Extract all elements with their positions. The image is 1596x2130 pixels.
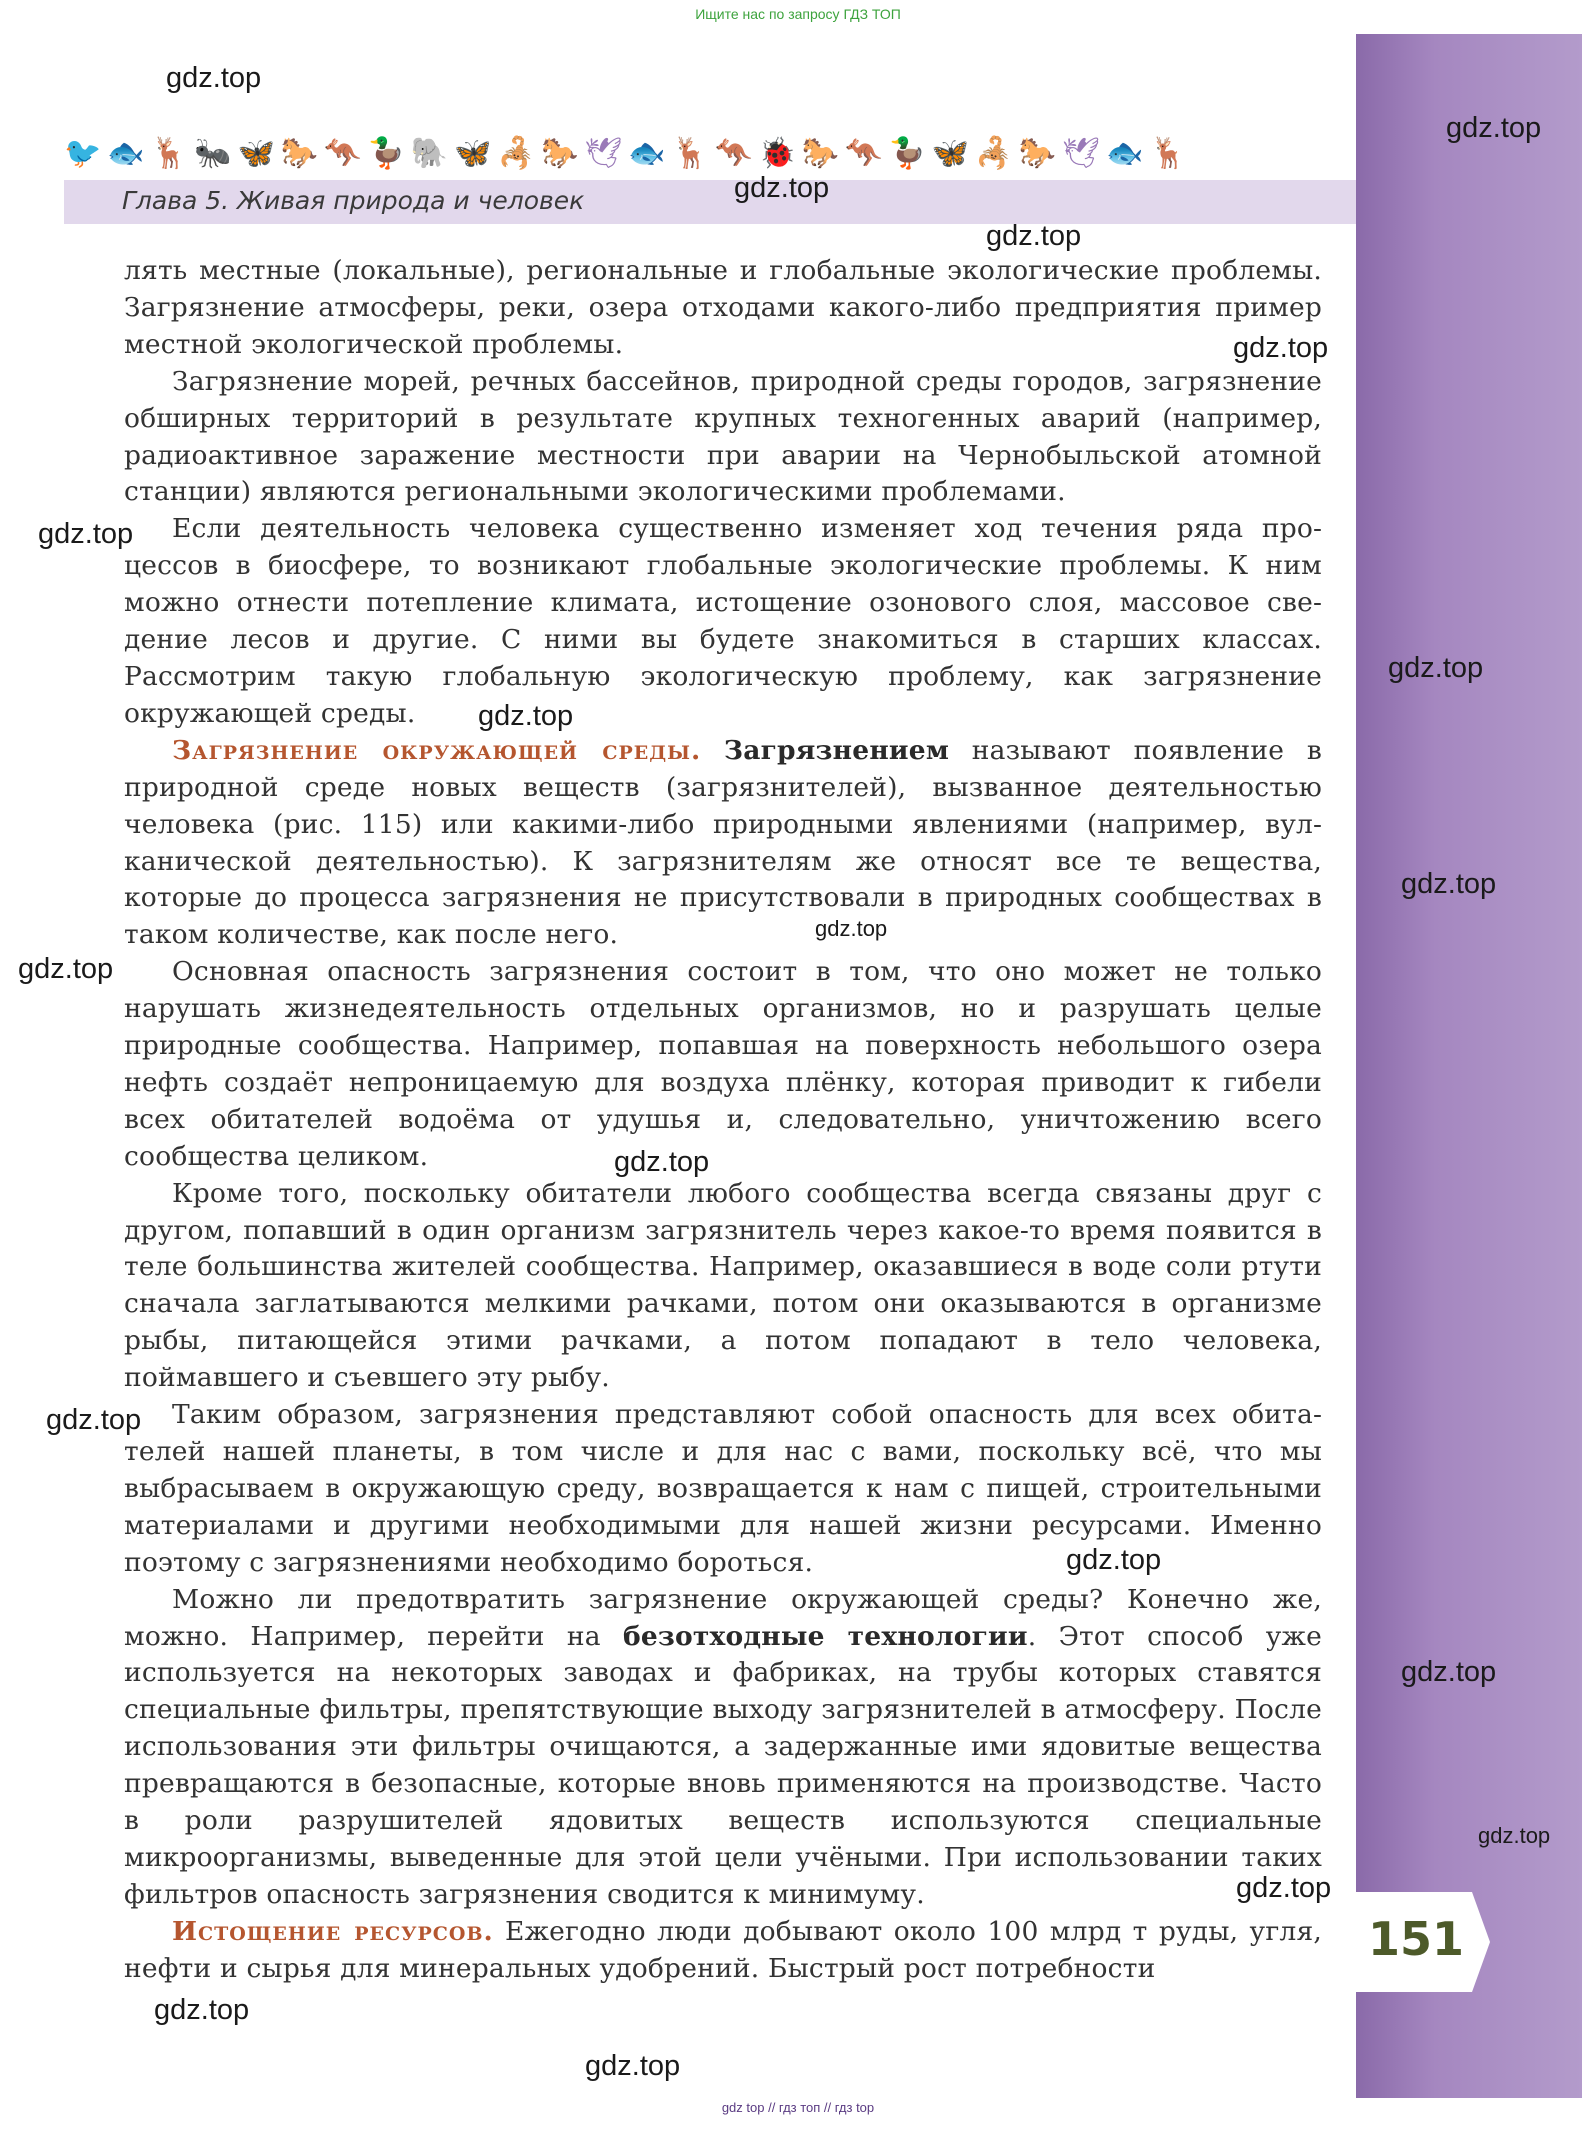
fish-icon: 🐟 [1106,136,1144,171]
watermark: gdz.top [18,953,114,985]
horse-icon: 🐎 [1018,136,1056,171]
watermark: gdz.top [815,916,888,941]
page-number: 151 [1367,1912,1465,1966]
watermark: gdz.top [734,172,830,204]
paragraph: Таким образом, загрязнения представляют собой опасность для всех обитателей нашей планеты, в том числе и для нас с вами, поскольку всё, что мы выбрасываем в окружающую среду, возвращается к нам с пищей, строительными материалами и другими необходимыми для нашей жизни ресурсами. Именно поэтому с загрязнениями необходимо бороться. [124,1399,1322,1578]
paragraph: Кроме того, поскольку обитатели любого сообщества всегда связаны друг с другом, попавший в один организм загрязнитель через какое-то время появится в теле большинства жителей сообщества. Например, оказавшиеся в воде соли ртути сначала заглатываются мелкими рачками, потом они оказываются в организме рыбы, питающейся этими рачками, а потом попадают в тело человека, поймавшего и съевшего эту рыбу. [124,1177,1322,1394]
watermark: gdz.top [46,1404,142,1436]
horse-icon: 🐎 [280,136,319,171]
bottom-site-note: gdz top // гдз топ // гдз top [721,2100,875,2115]
watermark: gdz.top [585,2050,681,2082]
horse-icon: 🐎 [540,136,579,171]
page-text [124,253,1322,1988]
watermark: gdz.top [1066,1544,1162,1576]
bird-icon: 🕊 [584,136,623,171]
watermark: gdz.top [166,62,262,94]
kangaroo-icon: 🦘 [324,136,362,171]
scorpion-icon: 🦂 [497,136,535,171]
watermark: gdz.top [1236,1872,1332,1904]
term-bold: Загрязнением [723,734,950,766]
watermark: gdz.top [1233,332,1329,364]
kangaroo-icon: 🦘 [715,136,753,171]
paragraph: лять местные (локальные), региональные и глобальные экологические проблемы. Загрязнение атмосферы, реки, озера отходами какого-либо предприятия пример местной экологической проблемы. [124,255,1322,360]
watermark: gdz.top [1388,652,1484,684]
insect-icon: 🐜 [194,136,232,171]
paragraph: Если деятельность человека существенно изменяет ход течения ряда процессов в биосфере, то возникают глобальные экологические проблемы. К ним можно отнести потепление климата, истощение озонового слоя, массовое сведение лесов и другие. С ними вы будете знакомиться в старших классах. Рассмотрим такую глобальную экологическую проблему, как загрязнение окружающей среды. [124,513,1322,729]
watermark: gdz.top [1401,868,1497,900]
paragraph: Можно ли предотвратить загрязнение окружающей среды? Конечно же, можно. Например, перейти на безотходные технологии. Этот способ уже используется на некоторых заводах и фабриках, на трубы которых ставятся специальные фильтры, препятствующие выходу загрязнителей в атмосферу. После использования эти фильтры очищаются, а задержанные ими ядовитые вещества превращаются в безопасные, которые вновь применяются на производстве. Часто в роли разрушителей ядовитых веществ используются специальные микроорганизмы, выведенные для этой цели учёными. При использовании таких фильтров опасность загрязнения сводится к минимуму. [124,1583,1322,1910]
watermark: gdz.top [1401,1656,1497,1688]
butterfly-icon: 🦋 [931,136,970,171]
chapter-title: Глава 5. Живая природа и человек [122,186,585,215]
top-search-note: Ищите нас по запросу ГДЗ ТОП [695,6,901,22]
deer-icon: 🦌 [671,136,710,171]
section-heading: Загрязнение окружающей среды. [172,734,702,766]
butterfly-icon: 🦋 [454,136,492,171]
animal-silhouettes-border [64,134,1264,174]
term-bold: безотходные технологии [622,1620,1028,1652]
butterfly-icon: 🦋 [237,136,275,171]
bird-icon: 🦆 [367,136,405,171]
chapter-header-band [64,180,1356,224]
scorpion-icon: 🦂 [975,136,1013,171]
paragraph: Истощение ресурсов. Ежегодно люди добывают около 100 млрд т руды, угля, нефти и сырья для минеральных удобрений. Быстрый рост потребности [124,1915,1322,1984]
watermark: gdz.top [154,1994,250,2026]
watermark: gdz.top [1478,1823,1551,1848]
bird-icon: 🕊 [1062,136,1101,171]
fish-icon: 🐟 [628,136,666,171]
horse-icon: 🐎 [801,136,840,171]
watermark: gdz.top [478,700,574,732]
kangaroo-icon: 🦘 [845,136,883,171]
side-decoration-bar [1356,34,1582,2098]
paragraph: Загрязнение морей, речных бассейнов, природной среды городов, загрязнение обширных территорий в результате крупных техногенных аварий (например, радиоактивное заражение местности при аварии на Чернобыльской атомной станции) являются региональными экологическими проблемами. [124,365,1322,508]
fish-icon: 🐟 [107,136,145,171]
watermark: gdz.top [986,220,1082,252]
section-heading: Истощение ресурсов. [172,1915,494,1947]
deer-icon: 🦌 [150,136,189,171]
insect-icon: 🐞 [758,136,796,171]
watermark: gdz.top [38,518,134,550]
watermark: gdz.top [614,1146,710,1178]
watermark: gdz.top [1446,112,1542,144]
elephant-icon: 🐘 [410,136,449,171]
paragraph: Загрязнение окружающей среды. Загрязнением называют появление в природной среде новых веществ (загрязнителей), вызванное деятельностью человека (рис. 115) или какими-либо природными явлениями (например, вулканической деятельностью). К загрязнителям же относят все те вещества, которые до процесса загрязнения не присутствовали в природных сообществах в таком количестве, как после него. [124,734,1323,951]
deer-icon: 🦌 [1149,136,1187,171]
bird-icon: 🐦 [64,136,102,171]
bird-icon: 🦆 [888,136,926,171]
paragraph: Основная опасность загрязнения состоит в том, что оно может не только нарушать жизнедеятельность отдельных организмов, но и разрушать целые природные сообщества. Например, попавшая на поверхность небольшого озера нефть создаёт непроницаемую для воздуха плёнку, которая приводит к гибели всех обитателей водоёма от удушья и, следовательно, уничтожению всего сообщества целиком. [124,956,1322,1172]
